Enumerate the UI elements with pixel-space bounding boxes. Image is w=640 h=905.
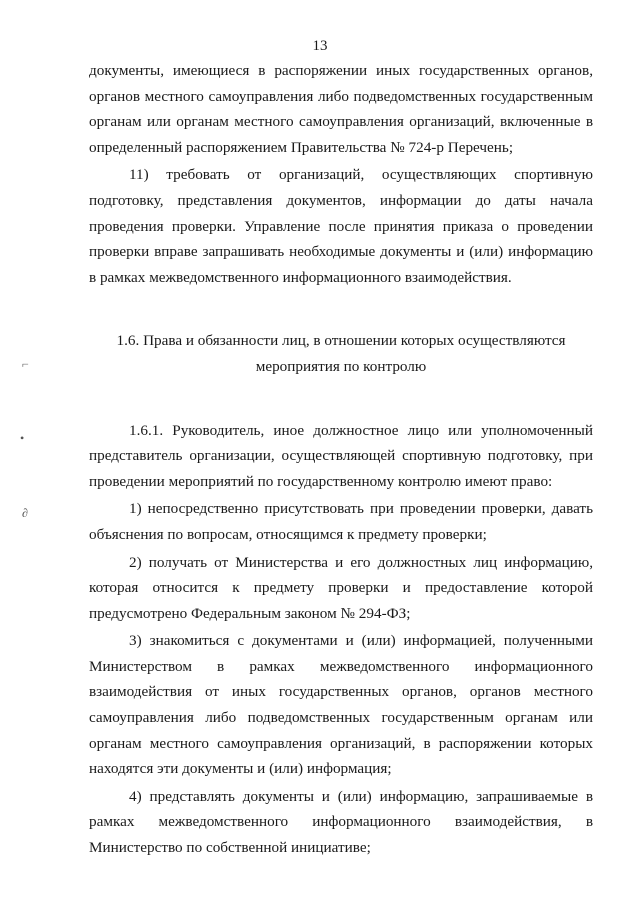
section-heading (89, 328, 593, 379)
paragraph-1-6-1: 1.6.1. Руководитель, иное должностное лицо или уполномоченный представитель организации, осуществляющей спортивную подготовку, при проведении мероприятий по государственному контролю имеют право: (89, 421, 593, 490)
paragraph-item-11: 11) требовать от организаций, осуществляющих спортивную подготовку, представления документов, информации до даты начала проведения проверки. Управление после принятия приказа о проведении проверки вправе запрашивать необходимые документы и (или) информацию в рамках межведомственного информационного взаимодействия. (89, 166, 593, 286)
paragraph-continuation: документы, имеющиеся в распоряжении иных государственных органов, органов местного самоуправления либо подведомственных государственным органам или органам местного самоуправления организаций, включенные в определенный распоряжением Правительства № 724-р Перечень; (89, 62, 593, 156)
section-heading-line1: 1.6. Права и обязанности лиц, в отношении которых осуществляются (116, 332, 566, 350)
document-body (89, 58, 593, 861)
margin-mark: ⌐ (22, 357, 29, 371)
list-item-3: 3) знакомиться с документами и (или) информацией, полученными Министерством в рамках межведомственного информационного взаимодействия от иных государственных органов, органов местного самоуправления либо подведомственных государственным органам или органам местного самоуправления организаций, в распоряжении которых находятся эти документы и (или) информация; (89, 632, 593, 778)
margin-mark: • (20, 431, 25, 445)
list-item-2: 2) получать от Министерства и его должностных лиц информацию, которая относится к предмету проверки и предоставление которой предусмотрено Федеральным законом № 294-ФЗ; (89, 553, 593, 622)
list-item-1: 1) непосредственно присутствовать при проведении проверки, давать объяснения по вопросам, относящимся к предмету проверки; (89, 500, 593, 543)
page-number: 13 (312, 38, 328, 54)
section-heading-line2: мероприятия по контролю (255, 357, 427, 375)
margin-mark: ∂ (22, 506, 28, 520)
list-item-4: 4) представлять документы и (или) информацию, запрашиваемые в рамках межведомственного информационного взаимодействия, в Министерство по собственной инициативе; (89, 787, 593, 857)
